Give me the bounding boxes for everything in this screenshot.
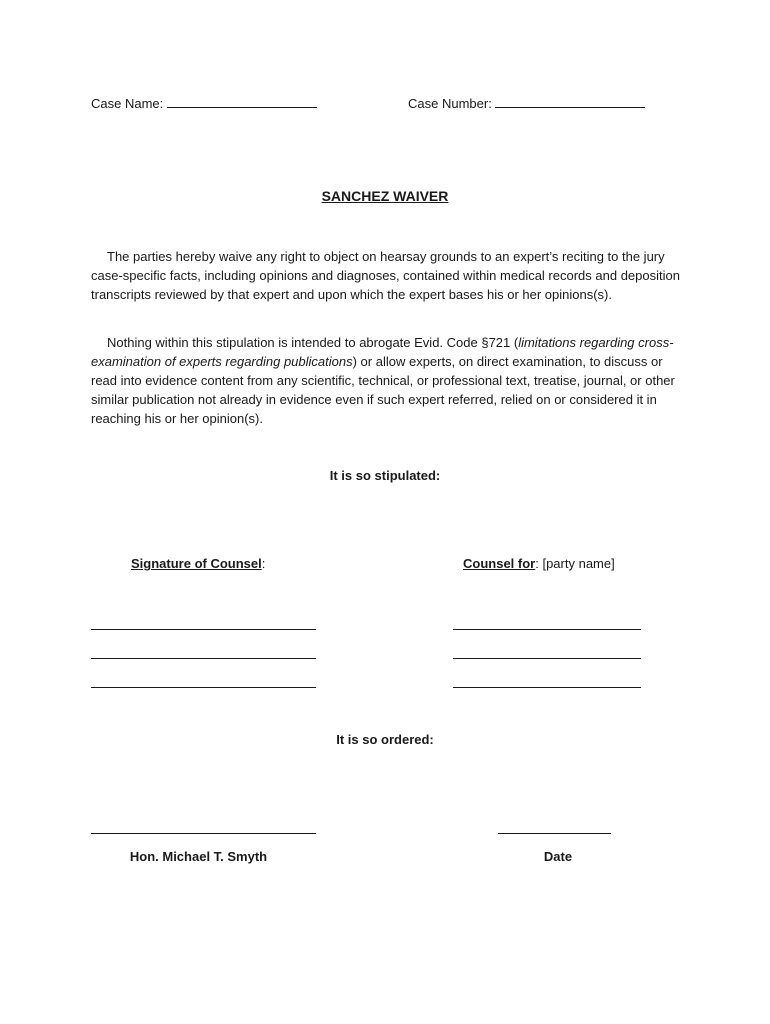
document-title: SANCHEZ WAIVER <box>321 188 449 204</box>
case-number-label: Case Number: <box>408 96 492 111</box>
case-name-blank[interactable] <box>167 95 317 108</box>
signature-heading-label: Signature of Counsel <box>131 556 262 571</box>
counsel-line[interactable] <box>453 658 641 659</box>
counsel-line[interactable] <box>453 687 641 688</box>
stipulated-statement: It is so stipulated: <box>329 468 441 483</box>
case-name-label: Case Name: <box>91 96 164 111</box>
signature-heading-suffix: : <box>261 556 266 571</box>
judge-name: Hon. Michael T. Smyth <box>129 849 268 864</box>
waiver-paragraph-1: The parties hereby waive any right to object on hearsay grounds to an expert’s reciting to the jury case-specific facts, including opinions and diagnoses, contained within medical records and deposition transcripts reviewed by that expert and upon which the expert bases his or her opinions(s). <box>91 249 680 302</box>
waiver-paragraph-2 <box>91 333 681 428</box>
signature-line[interactable] <box>91 629 316 630</box>
signature-heading <box>131 556 265 571</box>
counsel-heading <box>463 556 615 571</box>
case-name-field <box>91 95 317 111</box>
case-number-blank[interactable] <box>495 95 645 108</box>
paragraph-2-italic: limitations regarding cross-examination of experts regarding publications <box>91 335 674 369</box>
judge-signature-line[interactable] <box>91 833 316 834</box>
counsel-heading-label: Counsel for <box>463 556 536 571</box>
ordered-statement: It is so ordered: <box>336 732 434 747</box>
signature-line[interactable] <box>91 658 316 659</box>
date-line[interactable] <box>498 833 611 834</box>
counsel-line[interactable] <box>453 629 641 630</box>
case-number-field <box>408 95 645 111</box>
paragraph-2-start: Nothing within this stipulation is intended to abrogate Evid. Code §721 ( <box>107 335 519 350</box>
signature-line[interactable] <box>91 687 316 688</box>
date-label: Date <box>543 849 573 864</box>
paragraph-2-end: ) or allow experts, on direct examination, to discuss or read into evidence content from any scientific, technical, or professional text, treatise, journal, or other similar publication not already in evidence even if such expert referred, relied on or considered it in reaching his or her opinion(s). <box>91 354 675 426</box>
counsel-heading-suffix: : [party name] <box>535 556 615 571</box>
